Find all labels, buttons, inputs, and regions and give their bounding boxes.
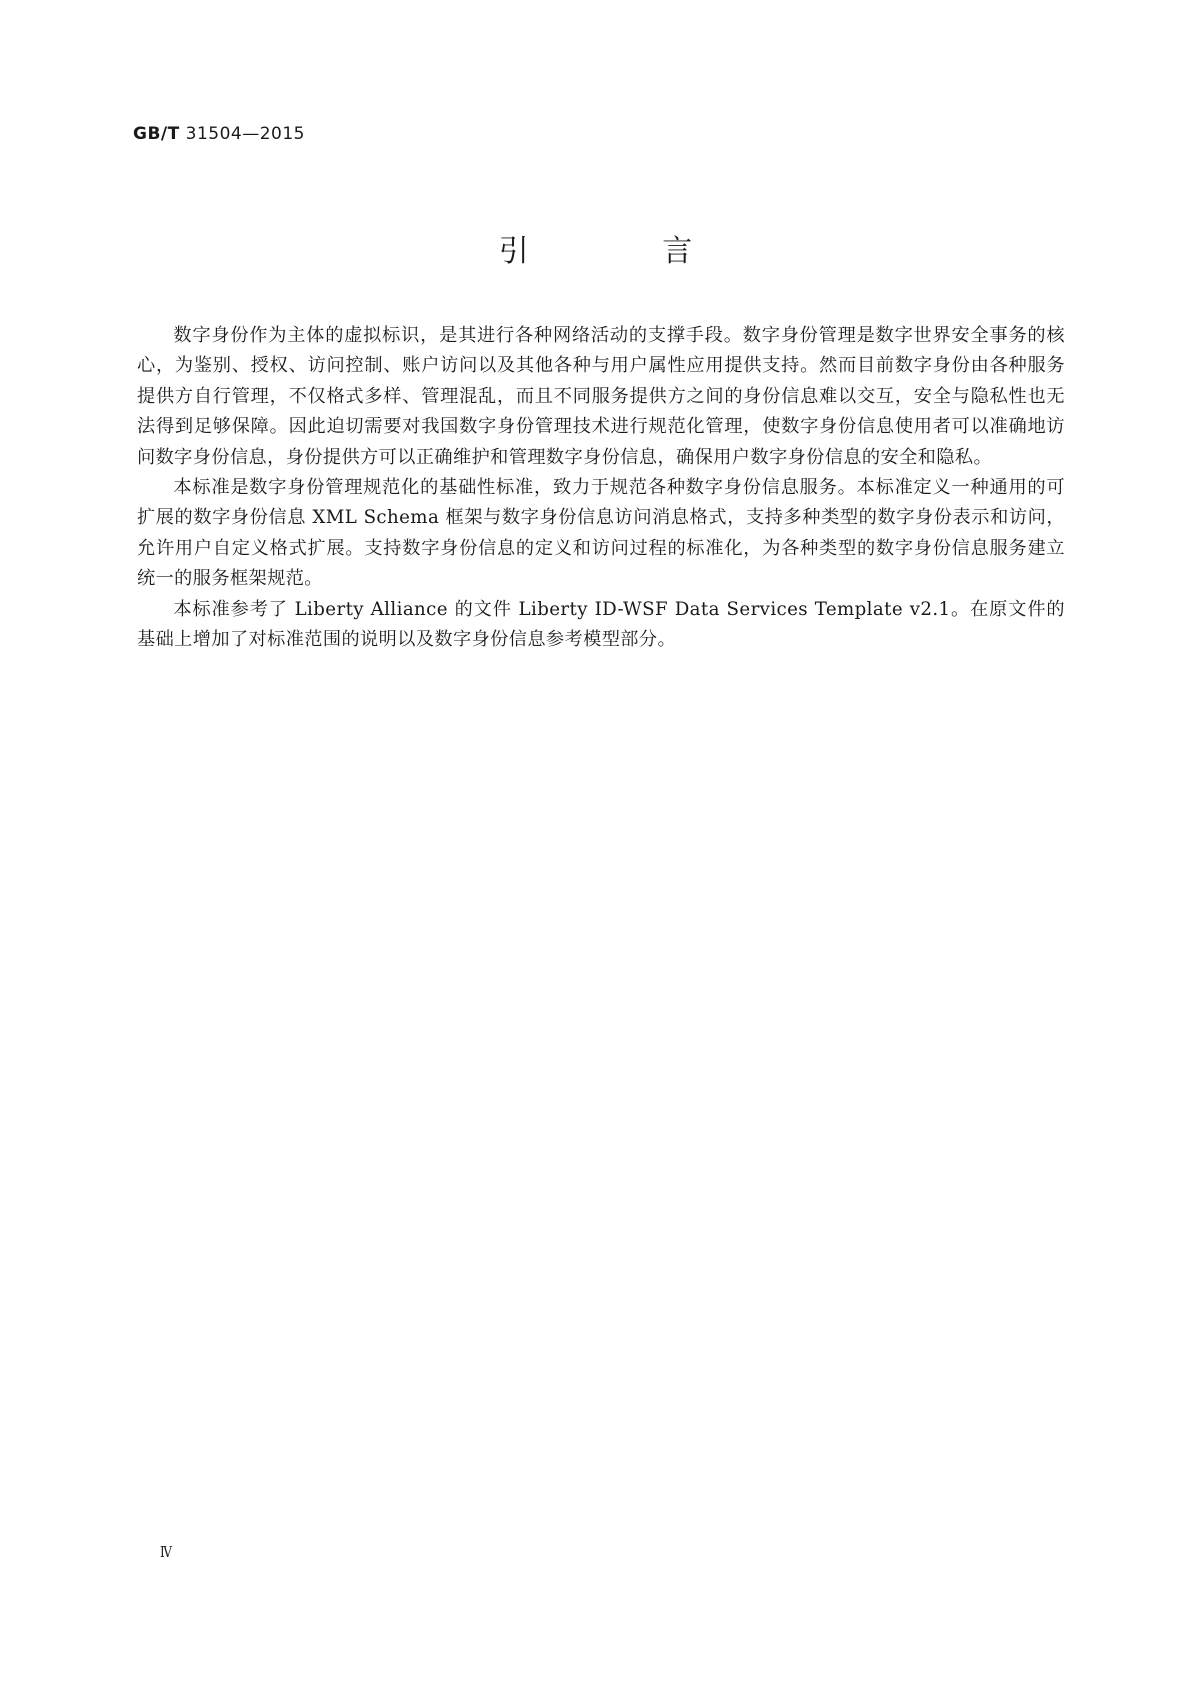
introduction-body: [137, 321, 1065, 655]
paragraph-1: 数字身份作为主体的虚拟标识，是其进行各种网络活动的支撑手段。数字身份管理是数字世界安全事务的核心，为鉴别、授权、访问控制、账户访问以及其他各种与用户属性应用提供支持。然而目前数字身份由各种服务提供方自行管理，不仅格式多样、管理混乱，而且不同服务提供方之间的身份信息难以交互，安全与隐私性也无法得到足够保障。因此迫切需要对我国数字身份管理技术进行规范化管理，使数字身份信息使用者可以准确地访问数字身份信息，身份提供方可以正确维护和管理数字身份信息，确保用户数字身份信息的安全和隐私。: [137, 325, 1065, 468]
paragraph-2: 本标准是数字身份管理规范化的基础性标准，致力于规范各种数字身份信息服务。本标准定义一种通用的可扩展的数字身份信息 XML Schema 框架与数字身份信息访问消息格式，支持多种类型的数字身份表示和访问，允许用户自定义格式扩展。支持数字身份信息的定义和访问过程的标准化，为各种类型的数字身份信息服务建立统一的服务框架规范。: [137, 477, 1065, 590]
standard-code: GB/T: [133, 124, 180, 144]
standard-year-number: 31504—2015: [185, 124, 305, 144]
section-title: 引 言: [498, 234, 755, 269]
paragraph-3: 本标准参考了 Liberty Alliance 的文件 Liberty ID-WSF Data Services Template v2.1。在原文件的基础上增加了对标准范围的说明以及数字身份信息参考模型部分。: [137, 598, 1065, 651]
standard-number: [133, 124, 305, 144]
page-number: Ⅳ: [160, 1543, 172, 1561]
